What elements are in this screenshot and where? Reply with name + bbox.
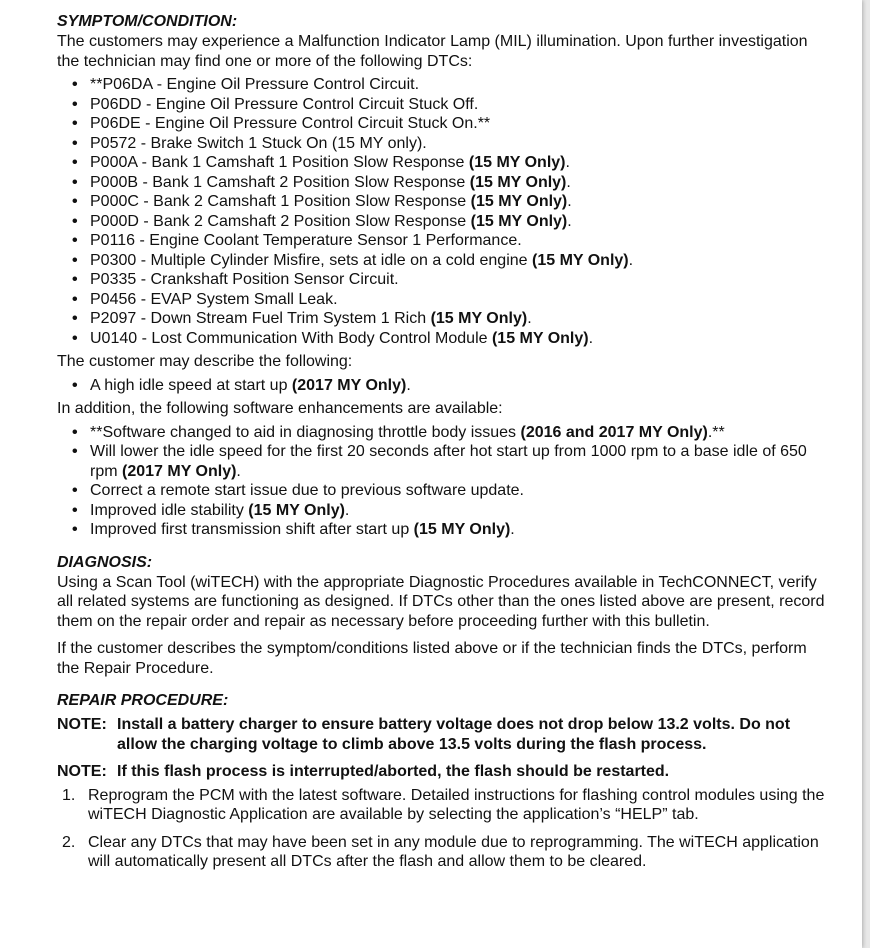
step-text: Clear any DTCs that may have been set in any module due to reprogramming. The wiTECH application will automatically present all DTCs after the flash and allow them to be cleared.	[88, 833, 819, 870]
item-suffix: .	[588, 329, 594, 347]
item-model-year: (15 MY Only)	[470, 212, 568, 230]
list-item	[90, 212, 827, 232]
item-suffix: .	[344, 501, 350, 519]
note-flash-interrupted	[57, 762, 827, 782]
item-text: P06DE - Engine Oil Pressure Control Circuit Stuck On.**	[90, 115, 491, 132]
note-label: NOTE:	[57, 763, 107, 780]
list-item	[90, 501, 827, 521]
list-item	[90, 290, 827, 310]
note-text: If this flash process is interrupted/aborted, the flash should be restarted.	[117, 763, 670, 780]
item-model-year: (2016 and 2017 MY Only)	[520, 423, 708, 441]
list-item	[90, 75, 827, 95]
note-battery-charger	[57, 715, 827, 754]
item-model-year: (15 MY Only)	[532, 251, 629, 269]
item-text: Correct a remote start issue due to previous software update.	[90, 482, 524, 499]
item-suffix: .	[566, 173, 571, 191]
symptom-heading: SYMPTOM/CONDITION:	[57, 13, 238, 30]
item-text: **P06DA - Engine Oil Pressure Control Circuit.	[90, 76, 420, 93]
list-item	[90, 95, 827, 115]
note-label: NOTE:	[57, 716, 107, 733]
list-item	[90, 192, 827, 212]
list-item	[90, 153, 827, 173]
item-text: P0116 - Engine Coolant Temperature Sensor 1 Performance.	[90, 232, 522, 249]
item-suffix: .	[510, 521, 515, 538]
item-text: P000A - Bank 1 Camshaft 1 Position Slow Response	[90, 154, 469, 171]
note-text: Install a battery charger to ensure battery voltage does not drop below 13.2 volts. Do not allow the charging voltage to climb above 13.5 volts during the flash process.	[117, 716, 791, 753]
item-text: P000C - Bank 2 Camshaft 1 Position Slow Response	[90, 193, 471, 210]
list-item	[90, 376, 827, 396]
item-suffix: .	[565, 154, 570, 171]
list-item	[90, 481, 827, 501]
item-text: P06DD - Engine Oil Pressure Control Circuit Stuck Off.	[90, 95, 479, 113]
item-text: P0300 - Multiple Cylinder Misfire, sets at idle on a cold engine	[90, 251, 532, 269]
item-model-year: (15 MY Only)	[248, 501, 345, 519]
describe-intro: The customer may describe the following:	[57, 353, 353, 370]
item-model-year: (15 MY Only)	[430, 310, 528, 327]
step-number: 2.	[62, 833, 76, 851]
list-item	[90, 442, 827, 481]
list-item	[90, 329, 827, 349]
enhancements-intro: In addition, the following software enhancements are available:	[57, 400, 503, 417]
repair-steps	[57, 786, 827, 872]
item-suffix: .	[527, 310, 532, 327]
item-text: P000D - Bank 2 Camshaft 2 Position Slow Response	[90, 212, 471, 230]
item-text: Will lower the idle speed for the first 20 seconds after hot start up from 1000 rpm to a base idle of 650 rpm	[90, 443, 807, 480]
item-text: **Software changed to aid in diagnosing throttle body issues	[90, 423, 521, 441]
list-item	[90, 134, 827, 154]
repair-step	[57, 786, 827, 825]
item-suffix: .	[567, 212, 572, 230]
enhancements-list	[57, 423, 827, 540]
repair-step	[57, 833, 827, 872]
item-suffix: .**	[707, 423, 725, 441]
step-text: Reprogram the PCM with the latest software. Detailed instructions for flashing control modules using the wiTECH Diagnostic Application are available by selecting the application’s “HELP” tab.	[88, 786, 825, 823]
item-text: P0572 - Brake Switch 1 Stuck On (15 MY only).	[90, 134, 427, 152]
item-model-year: (2017 MY Only)	[122, 462, 237, 480]
diagnosis-heading: DIAGNOSIS:	[57, 553, 153, 571]
item-model-year: (15 MY Only)	[468, 154, 566, 171]
item-text: Improved idle stability	[90, 501, 249, 519]
item-text: Improved first transmission shift after start up	[90, 521, 414, 538]
diagnosis-paragraph-1: Using a Scan Tool (wiTECH) with the appropriate Diagnostic Procedures available in TechCONNECT, verify all related systems are functioning as designed. If DTCs other than the ones listed above are present, record them on the repair order and repair as necessary before proceeding further with this bulletin.	[57, 573, 825, 630]
item-text: A high idle speed at start up	[90, 376, 292, 394]
item-text: P0335 - Crankshaft Position Sensor Circuit.	[90, 271, 399, 288]
item-suffix: .	[406, 376, 411, 394]
diagnosis-paragraph-2: If the customer describes the symptom/conditions listed above or if the technician finds the DTCs, perform the Repair Procedure.	[57, 640, 807, 677]
describe-list	[57, 376, 827, 396]
item-text: P0456 - EVAP System Small Leak.	[90, 290, 338, 308]
item-suffix: .	[567, 193, 572, 210]
item-model-year: (15 MY Only)	[491, 329, 589, 347]
item-model-year: (15 MY Only)	[470, 193, 568, 210]
item-text: U0140 - Lost Communication With Body Control Module	[90, 329, 492, 347]
list-item	[90, 251, 827, 271]
item-model-year: (15 MY Only)	[469, 173, 567, 191]
list-item	[90, 309, 827, 329]
symptom-intro: The customers may experience a Malfunction Indicator Lamp (MIL) illumination. Upon further investigation the technician may find one or more of the following DTCs:	[57, 33, 808, 70]
list-item	[90, 173, 827, 193]
item-text: P000B - Bank 1 Camshaft 2 Position Slow Response	[90, 173, 470, 191]
step-number: 1.	[62, 786, 76, 804]
list-item	[90, 423, 827, 443]
repair-heading: REPAIR PROCEDURE:	[57, 692, 229, 709]
dtc-list	[57, 75, 827, 348]
list-item	[90, 231, 827, 251]
bulletin-content	[57, 11, 827, 872]
item-model-year: (2017 MY Only)	[291, 376, 407, 394]
list-item	[90, 520, 827, 540]
item-text: P2097 - Down Stream Fuel Trim System 1 Rich	[90, 310, 431, 327]
list-item	[90, 114, 827, 134]
item-model-year: (15 MY Only)	[413, 521, 511, 538]
item-suffix: .	[628, 251, 634, 269]
item-suffix: .	[236, 462, 241, 480]
list-item	[90, 270, 827, 290]
